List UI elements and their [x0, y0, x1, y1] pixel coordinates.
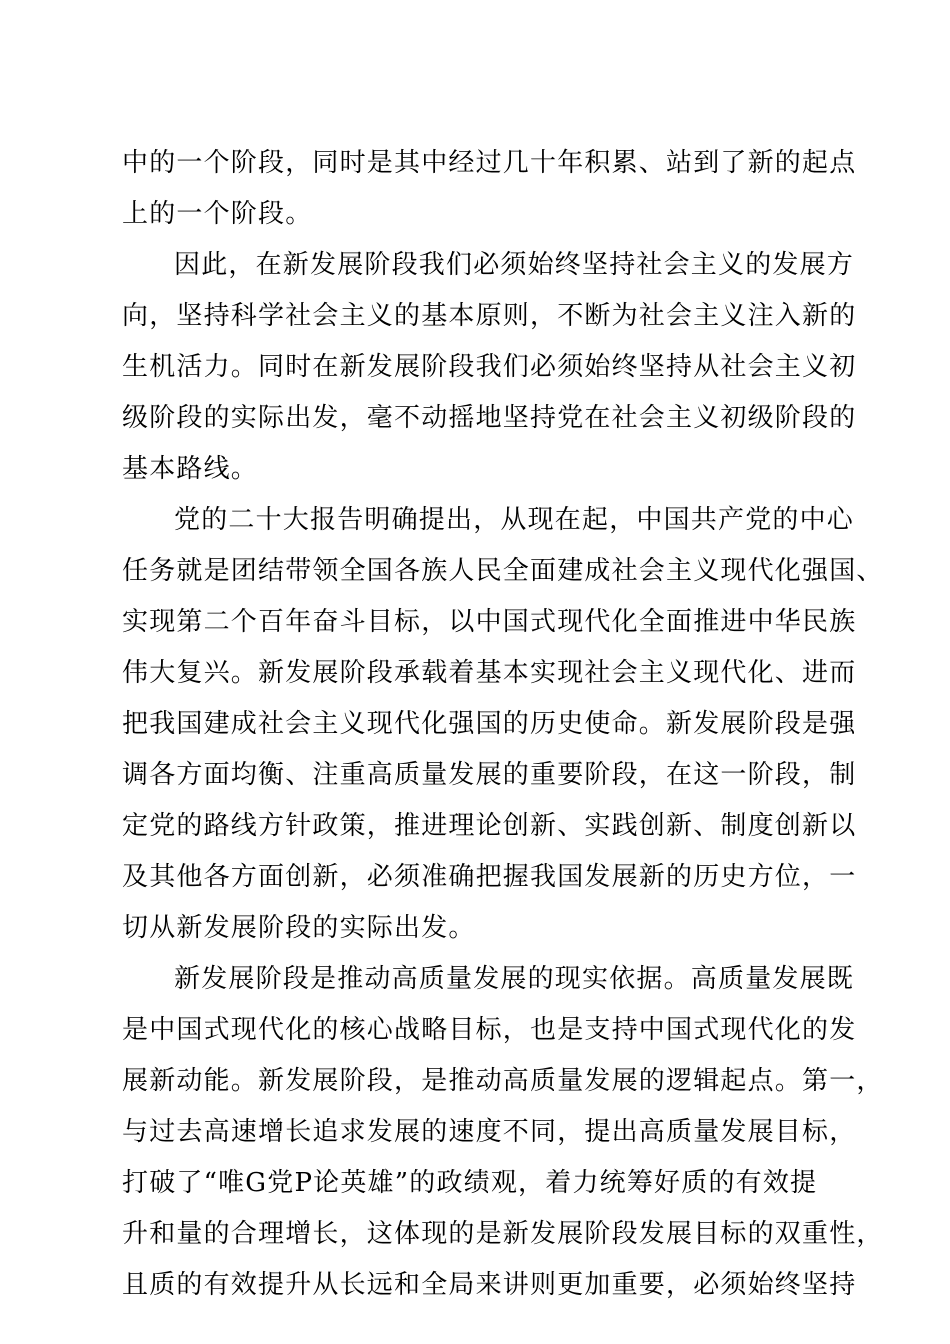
text-line: 是中国式现代化的核心战略目标，也是支持中国式现代化的发 [122, 1015, 857, 1045]
text-line: 上的一个阶段。 [122, 199, 313, 229]
text-line: 把我国建成社会主义现代化强国的历史使命。新发展阶段是强 [122, 709, 857, 739]
text-line: 切从新发展阶段的实际出发。 [122, 913, 476, 943]
text-line: 升和量的合理增长，这体现的是新发展阶段发展目标的双重性， [122, 1219, 884, 1249]
document-body [122, 138, 884, 1311]
text-line: 向，坚持科学社会主义的基本原则，不断为社会主义注入新的 [122, 301, 857, 331]
text-line: 中的一个阶段，同时是其中经过几十年积累、站到了新的起点 [122, 148, 857, 178]
text-line: 且质的有效提升从长远和全局来讲则更加重要，必须始终坚持 [122, 1270, 857, 1300]
text-line: 打破了“唯G党P论英雄”的政绩观，着力统筹好质的有效提 [122, 1168, 818, 1198]
paragraph-start-line: 新发展阶段是推动高质量发展的现实依据。高质量发展既 [174, 964, 855, 994]
text-line: 级阶段的实际出发，毫不动摇地坚持党在社会主义初级阶段的 [122, 403, 857, 433]
text-line: 任务就是团结带领全国各族人民全面建成社会主义现代化强国、 [122, 556, 884, 586]
text-line: 与过去高速增长追求发展的速度不同，提出高质量发展目标， [122, 1117, 857, 1147]
text-line: 展新动能。新发展阶段，是推动高质量发展的逻辑起点。第一， [122, 1066, 884, 1096]
text-line: 基本路线。 [122, 454, 259, 484]
text-line: 伟大复兴。新发展阶段承载着基本实现社会主义现代化、进而 [122, 658, 857, 688]
paragraph-start-line: 因此，在新发展阶段我们必须始终坚持社会主义的发展方 [174, 250, 855, 280]
text-line: 调各方面均衡、注重高质量发展的重要阶段，在这一阶段，制 [122, 760, 857, 790]
text-line: 定党的路线方针政策，推进理论创新、实践创新、制度创新以 [122, 811, 857, 841]
text-line: 及其他各方面创新，必须准确把握我国发展新的历史方位，一 [122, 862, 857, 892]
text-line: 实现第二个百年奋斗目标，以中国式现代化全面推进中华民族 [122, 607, 857, 637]
text-line: 生机活力。同时在新发展阶段我们必须始终坚持从社会主义初 [122, 352, 857, 382]
paragraph-start-line: 党的二十大报告明确提出，从现在起，中国共产党的中心 [174, 505, 855, 535]
